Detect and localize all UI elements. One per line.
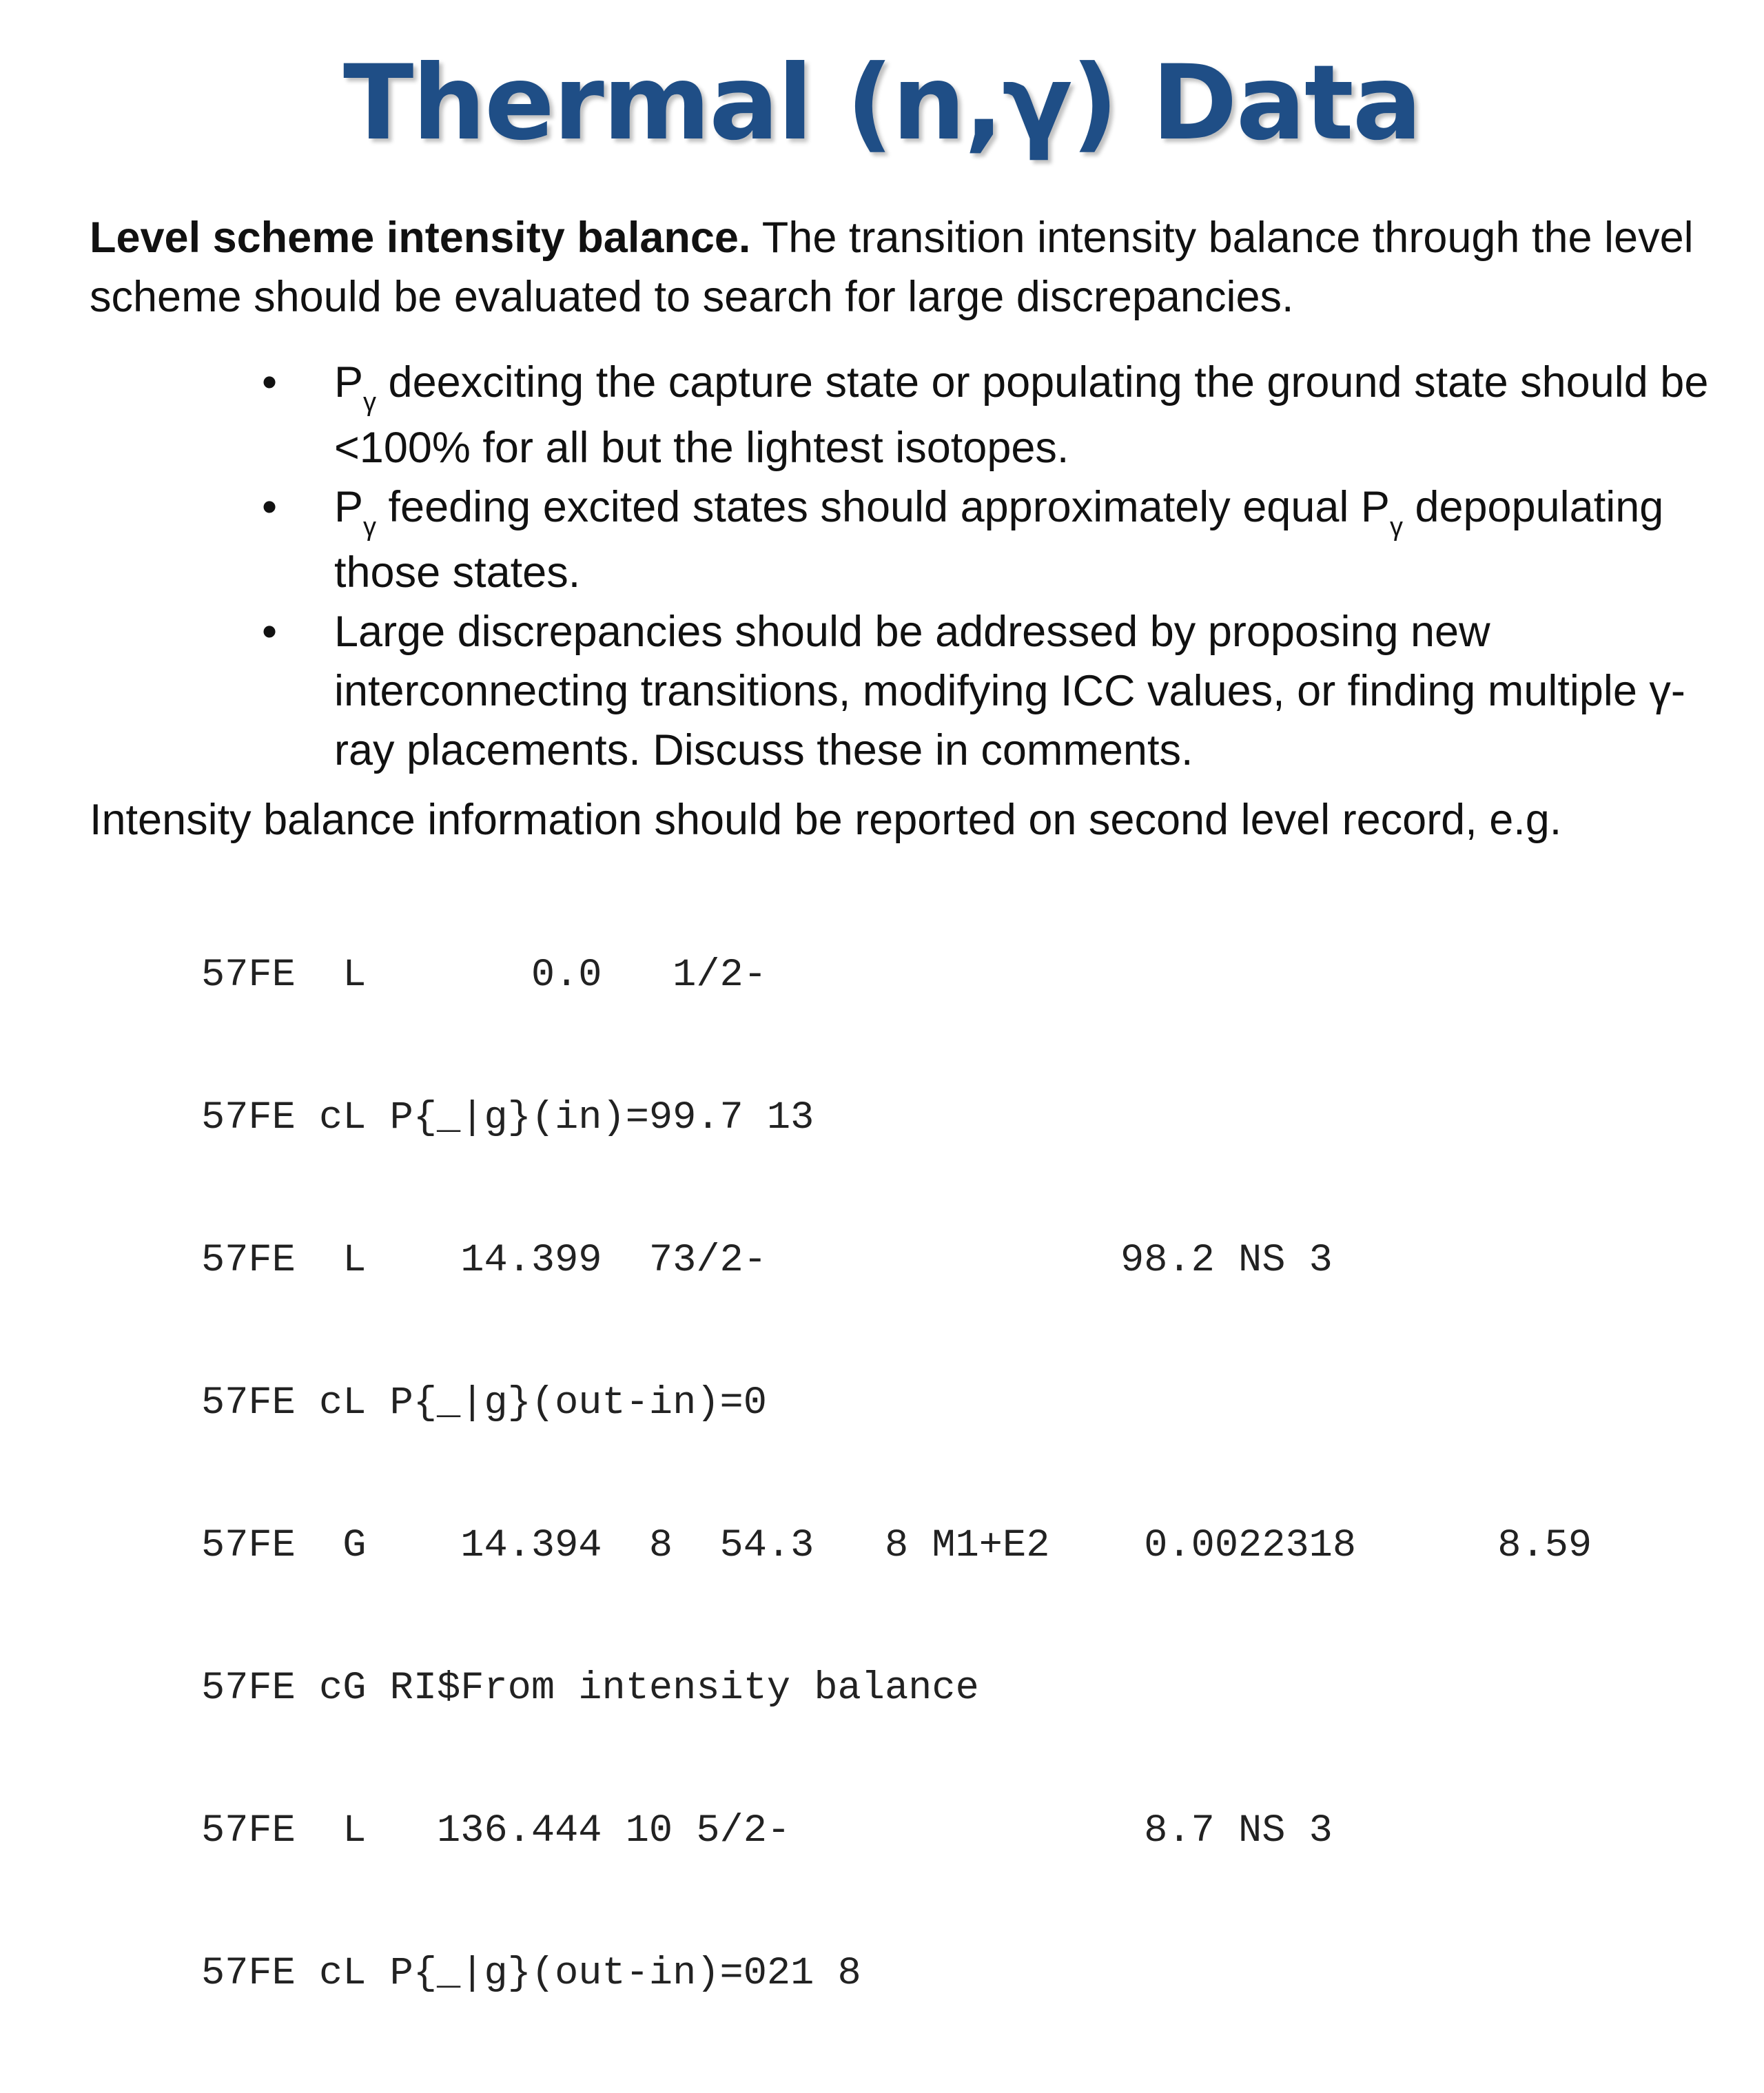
bullet-text: feeding excited states should approximately equal P: [376, 483, 1390, 531]
bullet-item: [262, 353, 1723, 477]
slide-title: Thermal (n,γ) Data: [343, 43, 1421, 163]
bullet-text: deexciting the capture state or populating the ground state should be <100% for all but the lightest isotopes.: [334, 358, 1709, 472]
code-line: 57FE cL P{_|g}(out-in)=021 8: [201, 1952, 861, 1996]
code-line: 57FE L 14.399 73/2- 98.2 NS 3: [201, 1239, 1333, 1283]
closing-paragraph: Intensity balance information should be reported on second level record, e.g.: [90, 796, 1562, 844]
intro-text: The transition intensity balance through the level scheme should be evaluated to search for large discrepancies.: [90, 214, 1694, 321]
code-line: 57FE cL P{_|g}(in)=99.7 13: [201, 1096, 814, 1140]
bullet-subscript: γ: [1389, 513, 1403, 542]
code-line: 57FE cL P{_|g}(out-in)=0: [201, 1381, 767, 1425]
bullet-subscript: γ: [363, 513, 377, 542]
bullet-list: [262, 353, 1723, 780]
bullet-symbol: P: [334, 483, 364, 531]
bullet-subscript: γ: [363, 388, 377, 417]
bullet-text: depopulating those states.: [334, 483, 1664, 597]
ensdf-code-block: [201, 857, 1592, 2093]
code-line: 57FE L 0.0 1/2-: [201, 953, 767, 998]
intro-heading: Level scheme intensity balance.: [90, 214, 751, 262]
bullet-dot-icon: •: [262, 483, 278, 531]
bullet-item: [262, 602, 1723, 780]
bullet-symbol: P: [334, 358, 364, 406]
code-line: 57FE cG RI$From intensity balance: [201, 1667, 979, 1711]
bullet-dot-icon: •: [262, 608, 278, 656]
code-line: 57FE L 136.444 10 5/2- 8.7 NS 3: [201, 1809, 1333, 1853]
code-line: 57FE G 14.394 8 54.3 8 M1+E2 0.0022318 8.59: [201, 1524, 1592, 1568]
bullet-text: Large discrepancies should be addressed by proposing new interconnecting transitions, modifying ICC values, or finding multiple γ-ray placements. Discuss these in comments.: [334, 608, 1685, 774]
intro-paragraph: [90, 208, 1743, 327]
bullet-item: [262, 477, 1723, 602]
bullet-dot-icon: •: [262, 358, 278, 406]
